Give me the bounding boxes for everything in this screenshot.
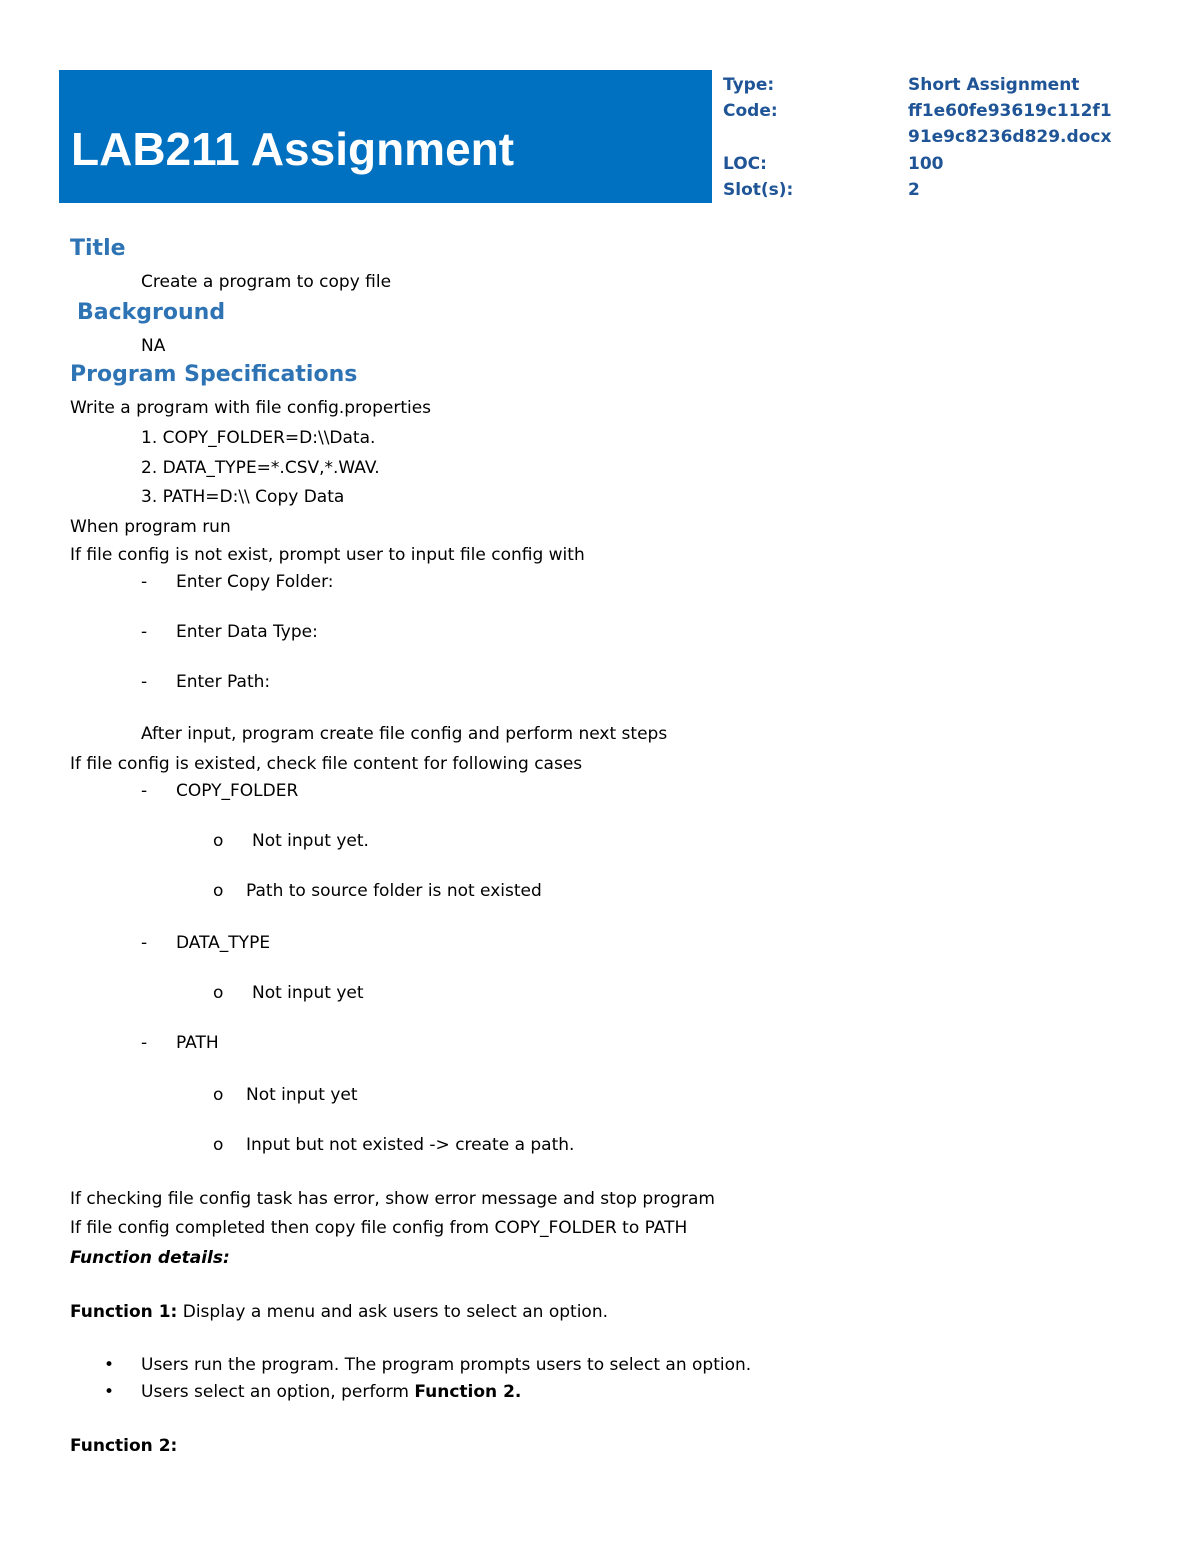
completed-line: If file config completed then copy file config from COPY_FOLDER to PATH: [70, 1218, 688, 1238]
bullet-item-1: Users run the program. The program prompts users to select an option.: [141, 1355, 752, 1375]
not-exist-text: If file config is not exist, prompt user to input file config with: [70, 545, 585, 565]
dash-marker: -: [141, 781, 148, 801]
dash-marker: -: [141, 672, 148, 692]
when-run-text: When program run: [70, 517, 231, 537]
background-text: NA: [141, 336, 166, 356]
spec-heading: Program Specifications: [70, 362, 358, 387]
circle-marker: o: [213, 983, 224, 1003]
dash-marker: -: [141, 1033, 148, 1053]
function-1-line: [70, 1302, 608, 1322]
case-data-type-sub-1: Not input yet: [252, 983, 364, 1003]
bullet-item-2-bold: Function 2.: [414, 1382, 522, 1402]
prompt-data-type: Enter Data Type:: [176, 622, 318, 642]
bullet-item-2-text: Users select an option, perform: [141, 1382, 415, 1402]
meta-loc-label: LOC:: [723, 154, 767, 174]
case-copy-folder-sub-2: Path to source folder is not existed: [246, 881, 542, 901]
title-text: Create a program to copy file: [141, 272, 392, 292]
existed-text: If file config is existed, check file content for following cases: [70, 754, 583, 774]
bullet-item-2: [141, 1382, 521, 1402]
dash-marker: -: [141, 933, 148, 953]
error-line: If checking file config task has error, show error message and stop program: [70, 1189, 715, 1209]
prompt-path: Enter Path:: [176, 672, 271, 692]
config-item-1: 1. COPY_FOLDER=D:\\Data.: [141, 428, 376, 448]
case-path: PATH: [176, 1033, 219, 1053]
function-1-label: Function 1:: [70, 1302, 178, 1322]
case-path-sub-2: Input but not existed -> create a path.: [246, 1135, 575, 1155]
case-path-sub-1: Not input yet: [246, 1085, 358, 1105]
meta-loc-value: 100: [908, 154, 944, 174]
meta-code-value-1: ff1e60fe93619c112f1: [908, 101, 1112, 121]
circle-marker: o: [213, 831, 224, 851]
meta-slots-value: 2: [908, 180, 920, 200]
spec-intro: Write a program with file config.properties: [70, 398, 432, 418]
background-heading: Background: [77, 300, 226, 325]
circle-marker: o: [213, 1085, 224, 1105]
after-input-text: After input, program create file config and perform next steps: [141, 724, 668, 744]
dash-marker: -: [141, 572, 148, 592]
bullet-icon: •: [104, 1382, 115, 1402]
circle-marker: o: [213, 881, 224, 901]
config-item-2: 2. DATA_TYPE=*.CSV,*.WAV.: [141, 458, 380, 478]
function-details-heading: Function details:: [70, 1248, 230, 1268]
meta-code-label: Code:: [723, 101, 778, 121]
function-1-text: Display a menu and ask users to select an option.: [177, 1302, 608, 1322]
case-copy-folder: COPY_FOLDER: [176, 781, 299, 801]
document-title: LAB211 Assignment: [71, 123, 515, 175]
prompt-copy-folder: Enter Copy Folder:: [176, 572, 334, 592]
config-item-3: 3. PATH=D:\\ Copy Data: [141, 487, 345, 507]
case-data-type: DATA_TYPE: [176, 933, 271, 953]
title-heading: Title: [70, 236, 126, 261]
meta-slots-label: Slot(s):: [723, 180, 794, 200]
meta-type-label: Type:: [723, 75, 775, 95]
function-2-label: Function 2:: [70, 1436, 178, 1456]
header-banner: [59, 70, 712, 203]
meta-code-value-2: 91e9c8236d829.docx: [908, 127, 1112, 147]
dash-marker: -: [141, 622, 148, 642]
circle-marker: o: [213, 1135, 224, 1155]
meta-type-value: Short Assignment: [908, 75, 1080, 95]
case-copy-folder-sub-1: Not input yet.: [252, 831, 369, 851]
bullet-icon: •: [104, 1355, 115, 1375]
